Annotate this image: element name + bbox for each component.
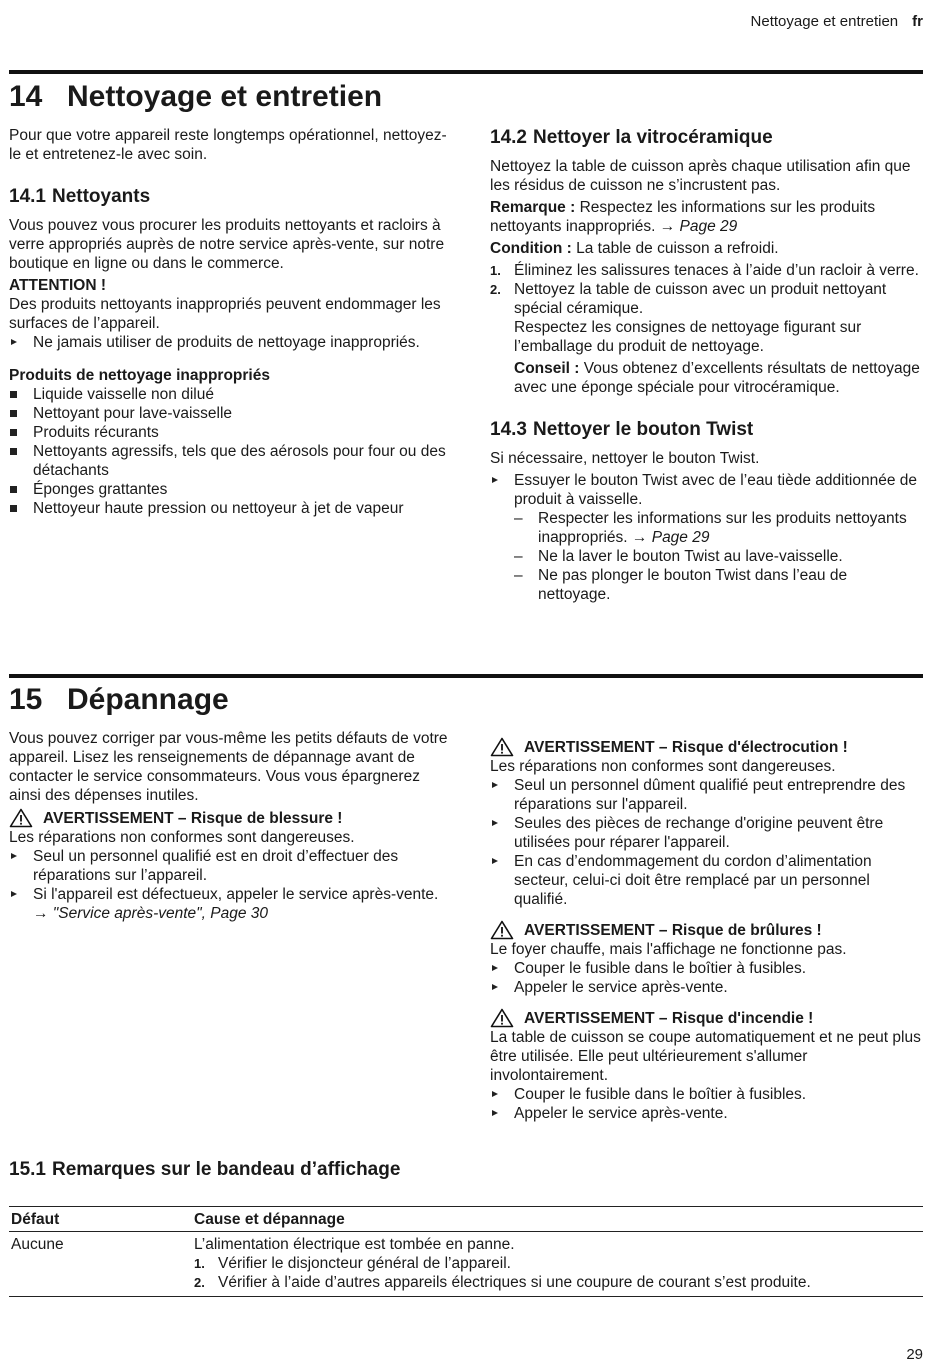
page-number: 29 — [906, 1346, 923, 1363]
warning-action: Seul un personnel qualifié est en droit d’effectuer des réparations sur l’appareil. — [9, 847, 449, 885]
section-number: 15.1 — [9, 1159, 46, 1180]
column-header-cause: Cause et dépannage — [194, 1211, 345, 1228]
warning-heading — [9, 808, 449, 828]
warning-action-text: Si l'appareil est défectueux, appeler le service après-vente. — [33, 886, 439, 903]
sub-item — [514, 509, 922, 547]
column-header-defect: Défaut — [11, 1211, 60, 1228]
step — [194, 1254, 923, 1273]
list-title: Produits de nettoyage inappropriés — [9, 367, 270, 384]
warning-heading — [490, 1008, 922, 1028]
step — [194, 1273, 923, 1292]
sub-item: – Ne la laver le bouton Twist au lave-vaisselle. — [514, 547, 922, 566]
warning-triangle-icon — [490, 1008, 514, 1028]
step-text: Nettoyez la table de cuisson avec un produit nettoyant spécial céramique. — [514, 281, 887, 317]
section-heading-15-1 — [9, 1158, 400, 1181]
warning-heading — [490, 737, 922, 757]
tip — [514, 359, 922, 397]
section-title: Nettoyants — [51, 186, 151, 207]
condition-text: La table de cuisson a refroidi. — [576, 240, 779, 257]
action-item: Essuyer le bouton Twist avec de l’eau tiède additionnée de produit à vaisselle. — [490, 471, 922, 509]
right-column-14 — [490, 126, 922, 604]
remark-label: Remarque : — [490, 199, 576, 216]
table-header-row — [9, 1206, 923, 1232]
left-column-15 — [9, 729, 449, 923]
remark — [490, 198, 922, 236]
section-number: 14.1 — [9, 186, 46, 207]
list-item: Nettoyant pour lave-vaisselle — [9, 404, 449, 423]
table-row — [9, 1232, 923, 1297]
remedy-steps — [194, 1254, 923, 1292]
warning-action: Appeler le service après-vente. — [490, 978, 922, 997]
condition-label: Condition : — [490, 240, 572, 257]
chapter-title: Dépannage — [67, 683, 229, 716]
attention-text: Des produits nettoyants inappropriés peuvent endommager les surfaces de l’appareil. — [9, 296, 441, 332]
warning-title: AVERTISSEMENT – Risque d'incendie ! — [524, 1009, 814, 1027]
step-number: 2. — [490, 282, 501, 297]
section-heading-14-1 — [9, 185, 449, 208]
right-column-15 — [490, 737, 922, 1123]
sub-item-text: Respecter les informations sur les produits nettoyants inappropriés. — [538, 510, 907, 546]
warning-action: Seules des pièces de rechange d'origine peuvent être utilisées pour réparer l'appareil. — [490, 814, 922, 852]
section-title: Nettoyer la vitrocéramique — [532, 127, 773, 148]
warning-text: La table de cuisson se coupe automatiquement et ne peut plus être utilisée. Elle peut ultérieurement s'allumer involontairement. — [490, 1029, 921, 1084]
list-item: Nettoyants agressifs, tels que des aérosols pour four ou des détachants — [9, 442, 449, 480]
attention-action: Ne jamais utiliser de produits de nettoyage inappropriés. — [9, 333, 449, 352]
warning-action: En cas d’endommagement du cordon d’alimentation secteur, celui-ci doit être remplacé par un personnel qualifié. — [490, 852, 922, 909]
step-extra: Respectez les consignes de nettoyage figurant sur l’emballage du produit de nettoyage. — [514, 319, 862, 355]
cleaning-steps — [490, 261, 922, 397]
chapter-intro: Pour que votre appareil reste longtemps opérationnel, nettoyez-le et entretenez-le avec soin. — [9, 127, 447, 163]
chapter-heading-15 — [9, 683, 229, 717]
language-code: fr — [912, 13, 923, 30]
warning-action: Couper le fusible dans le boîtier à fusibles. — [490, 1085, 922, 1104]
warning-action: Seul un personnel dûment qualifié peut entreprendre des réparations sur l'appareil. — [490, 776, 922, 814]
warning-text: Les réparations non conformes sont dangereuses. — [9, 829, 355, 846]
sub-list — [514, 509, 922, 604]
warning-triangle-icon — [490, 737, 514, 757]
section-body: Vous pouvez vous procurer les produits nettoyants et racloirs à verre appropriés auprès de notre service après-vente, sur notre boutique en ligne ou dans le commerce. — [9, 217, 445, 272]
list-item: Éponges grattantes — [9, 480, 449, 499]
section-number: 14.2 — [490, 127, 527, 148]
warning-action: Appeler le service après-vente. — [490, 1104, 922, 1123]
section-number: 14.3 — [490, 419, 527, 440]
list-item: Liquide vaisselle non dilué — [9, 385, 449, 404]
remark-text: Respectez les informations sur les produits nettoyants inappropriés. — [490, 199, 876, 235]
chapter-intro: Vous pouvez corriger par vous-même les petits défauts de votre appareil. Lisez les renseignements de dépannage avant de contacter le service consommateurs. Vous vous épargnerez ainsi des dépenses inutiles. — [9, 730, 448, 804]
warning-text: Les réparations non conformes sont dangereuses. — [490, 758, 836, 775]
cell-cause — [194, 1235, 923, 1292]
step-number: 2. — [194, 1275, 205, 1290]
page-reference-link[interactable]: → Page 29 — [631, 529, 710, 546]
warning-triangle-icon — [9, 808, 33, 828]
sub-item: – Ne pas plonger le bouton Twist dans l’eau de nettoyage. — [514, 566, 922, 604]
warning-title: AVERTISSEMENT – Risque de blessure ! — [43, 809, 343, 827]
tip-text: Vous obtenez d’excellents résultats de nettoyage avec une éponge spéciale pour vitrocéramique. — [514, 360, 920, 396]
chapter-number: 14 — [9, 80, 43, 113]
cell-defect: Aucune — [11, 1236, 64, 1253]
warning-triangle-icon — [490, 920, 514, 940]
warning-heading — [490, 920, 922, 940]
running-head-title: Nettoyage et entretien — [750, 13, 899, 30]
page-reference-link[interactable]: → Page 29 — [659, 218, 738, 235]
running-head — [751, 12, 923, 31]
section-body: Nettoyez la table de cuisson après chaque utilisation afin que les résidus de cuisson ne s’incrustent pas. — [490, 158, 911, 194]
warning-title: AVERTISSEMENT – Risque d'électrocution ! — [524, 738, 848, 756]
chapter-title: Nettoyage et entretien — [67, 80, 383, 113]
cause-text: L’alimentation électrique est tombée en panne. — [194, 1236, 515, 1253]
warning-action: Couper le fusible dans le boîtier à fusibles. — [490, 959, 922, 978]
list-item: Produits récurants — [9, 423, 449, 442]
section-heading-14-2 — [490, 126, 922, 149]
warning-text: Le foyer chauffe, mais l'affichage ne fonctionne pas. — [490, 941, 847, 958]
section-heading-14-3 — [490, 418, 922, 441]
chapter-number: 15 — [9, 683, 43, 716]
step-number: 1. — [194, 1256, 205, 1271]
step — [490, 280, 922, 397]
step-text: Vérifier à l’aide d’autres appareils électriques si une coupure de courant s’est produite. — [218, 1274, 811, 1291]
condition — [490, 239, 922, 258]
section-rule — [9, 70, 923, 74]
attention-label: ATTENTION ! — [9, 277, 107, 294]
tip-label: Conseil : — [514, 360, 580, 377]
chapter-heading-14 — [9, 80, 382, 114]
warning-action — [9, 885, 449, 923]
section-title: Nettoyer le bouton Twist — [532, 419, 754, 440]
warning-title: AVERTISSEMENT – Risque de brûlures ! — [524, 921, 822, 939]
step-number: 1. — [490, 263, 501, 278]
inappropriate-products-list — [9, 385, 449, 518]
left-column-14 — [9, 126, 449, 518]
step — [490, 261, 922, 280]
list-item: Nettoyeur haute pression ou nettoyeur à jet de vapeur — [9, 499, 449, 518]
section-body: Si nécessaire, nettoyer le bouton Twist. — [490, 450, 760, 467]
section-rule — [9, 674, 923, 678]
display-remarks-table — [9, 1206, 923, 1297]
step-text: Vérifier le disjoncteur général de l’appareil. — [218, 1255, 511, 1272]
section-title: Remarques sur le bandeau d’affichage — [51, 1159, 401, 1180]
page-reference-link[interactable]: → "Service après-vente", Page 30 — [33, 905, 269, 922]
step-text: Éliminez les salissures tenaces à l’aide d’un racloir à verre. — [514, 262, 919, 279]
